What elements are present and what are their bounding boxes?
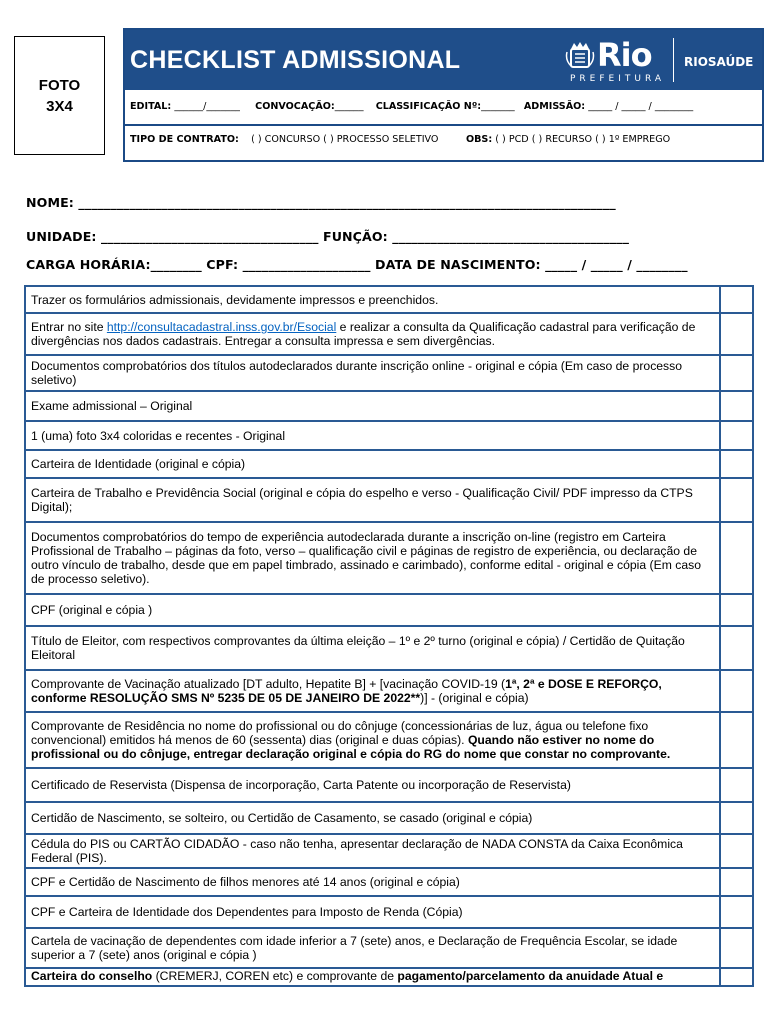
- checklist-item-text: Carteira de Identidade (original e cópia): [25, 450, 720, 478]
- header-row-edital: [125, 90, 762, 126]
- checklist-item-text: Título de Eleitor, com respectivos comprovantes da última eleição – 1º e 2º turno (original e cópia) / Certidão de Quitação Eleitoral: [25, 626, 720, 670]
- checklist-checkbox[interactable]: [720, 355, 753, 391]
- checklist-checkbox[interactable]: [720, 712, 753, 768]
- photo-placeholder-box: [14, 36, 105, 155]
- admissao-label: ADMISSÃO:: [523, 101, 586, 112]
- checklist-row: [25, 478, 753, 522]
- prefeitura-rio-logo: [565, 36, 675, 86]
- checklist-row: [25, 286, 753, 313]
- classificacao-label: CLASSIFICAÇÃO Nº:: [375, 101, 482, 112]
- photo-label: FOTO: [38, 77, 81, 94]
- convocacao-field: ______: [334, 101, 364, 112]
- checklist-row: [25, 355, 753, 391]
- checklist-item-text: Exame admissional – Original: [25, 391, 720, 421]
- checklist-checkbox[interactable]: [720, 928, 753, 968]
- item-text-part: Comprovante de Residência no nome do profissional ou do cônjuge (concessionárias de luz, água ou telefone fixo convencional) emitidos há menos de 60 (sessenta) dias (original e duas cópias).: [31, 719, 649, 747]
- item-text-bold: Carteira do conselho: [31, 969, 153, 983]
- checklist-row: [25, 712, 753, 768]
- edital-field: ______/_______: [171, 101, 240, 112]
- checklist-item-text: 1 (uma) foto 3x4 coloridas e recentes - Original: [25, 421, 720, 450]
- checklist-row: [25, 594, 753, 626]
- checklist-row: [25, 896, 753, 928]
- checklist-row: [25, 768, 753, 802]
- checklist-row: [25, 522, 753, 594]
- checklist-item-text: CPF (original e cópia ): [25, 594, 720, 626]
- obs-options: ( ) PCD ( ) RECURSO ( ) 1º EMPREGO: [495, 134, 671, 145]
- checklist-checkbox[interactable]: [720, 594, 753, 626]
- checklist-checkbox[interactable]: [720, 868, 753, 896]
- item-text-bold: Quando não estiver no nome do profissional ou do cônjuge, entregar declaração original e cópia do RG do nome que constar no comprovante.: [31, 733, 671, 761]
- item-text-part: Comprovante de Vacinação atualizado [DT adulto, Hepatite B] + [vacinação COVID-19 (: [31, 677, 506, 691]
- checklist-checkbox[interactable]: [720, 896, 753, 928]
- item-text-bold: 1ª, 2ª e DOSE E REFORÇO, conforme RESOLUÇÃO SMS Nº 5235 DE 05 DE JANEIRO DE 2022**: [31, 677, 662, 705]
- checklist-item-text: CPF e Certidão de Nascimento de filhos menores até 14 anos (original e cópia): [25, 868, 720, 896]
- checklist-item-text: [25, 968, 720, 986]
- checklist-row: [25, 670, 753, 712]
- checklist-row: [25, 626, 753, 670]
- checklist-item-text: Certificado de Reservista (Dispensa de incorporação, Carta Patente ou incorporação de Reservista): [25, 768, 720, 802]
- riosaude-label: RIOSAÚDE: [684, 55, 754, 69]
- tipo-contrato-options: ( ) CONCURSO ( ) PROCESSO SELETIVO: [251, 134, 439, 145]
- nome-field: NOME: ____________________________________________________________________________________: [26, 195, 616, 210]
- checklist-checkbox[interactable]: [720, 834, 753, 868]
- header-panel: [123, 28, 764, 162]
- checklist-row: [25, 834, 753, 868]
- checklist-checkbox[interactable]: [720, 522, 753, 594]
- logo-rio-text: Rio: [597, 36, 652, 74]
- logo-divider: [673, 38, 674, 82]
- convocacao-label: CONVOCAÇÃO:: [255, 101, 335, 112]
- tipo-contrato-label: TIPO DE CONTRATO:: [130, 134, 239, 145]
- checklist-item-text: [25, 313, 720, 355]
- checklist-checkbox[interactable]: [720, 968, 753, 986]
- carga-cpf-nascimento-field: CARGA HORÁRIA:________ CPF: ____________________ DATA DE NASCIMENTO: _____ / _____ / ________: [26, 257, 688, 272]
- unidade-funcao-field: UNIDADE: __________________________________ FUNÇÃO: _____________________________________: [26, 229, 629, 244]
- checklist-row: [25, 868, 753, 896]
- checklist-checkbox[interactable]: [720, 670, 753, 712]
- item-text-part: Entrar no site: [31, 320, 107, 334]
- esocial-link[interactable]: http://consultacadastral.inss.gov.br/Esocial: [106, 320, 337, 334]
- checklist-checkbox[interactable]: [720, 450, 753, 478]
- checklist-checkbox[interactable]: [720, 313, 753, 355]
- checklist-checkbox[interactable]: [720, 768, 753, 802]
- checklist-row: [25, 391, 753, 421]
- item-text-part: )] - (original e cópia): [420, 691, 529, 705]
- item-text-bold: pagamento/parcelamento da anuidade Atual e: [397, 969, 664, 983]
- checklist-item-text: Certidão de Nascimento, se solteiro, ou Certidão de Casamento, se casado (original e cópia): [25, 802, 720, 834]
- checklist-checkbox[interactable]: [720, 626, 753, 670]
- header-row-contrato: [125, 126, 762, 158]
- checklist-item-text: Cédula do PIS ou CARTÃO CIDADÃO - caso não tenha, apresentar declaração de NADA CONSTA da Caixa Econômica Federal (PIS).: [25, 834, 720, 868]
- checklist-item-text: Carteira de Trabalho e Previdência Social (original e cópia do espelho e verso - Qualificação Civil/ PDF impresso da CTPS Digital);: [25, 478, 720, 522]
- checklist-checkbox[interactable]: [720, 802, 753, 834]
- checklist-row: [25, 450, 753, 478]
- rio-coat-of-arms-icon: [565, 40, 595, 70]
- item-text-part: (CREMERJ, COREN etc) e comprovante de: [152, 969, 398, 983]
- document-title: CHECKLIST ADMISSIONAL: [130, 46, 461, 74]
- checklist-checkbox[interactable]: [720, 421, 753, 450]
- logo-prefeitura-text: PREFEITURA: [570, 74, 666, 84]
- checklist-item-text: Documentos comprobatórios do tempo de experiência autodeclarada durante a inscrição on-line (registro em Carteira Profissional de Trabalho – páginas da foto, verso – qualificação civil e páginas de registro de experiência, ou declaração de outro vínculo de trabalho, desde que em papel timbrado, assinado e carimbado), conforme edital - original e cópia (Em caso de processo seletivo).: [25, 522, 720, 594]
- checklist-item-text: [25, 712, 720, 768]
- admissao-field: _____ / _____ / ________: [585, 101, 694, 112]
- checklist-row: [25, 802, 753, 834]
- header-banner: [125, 30, 762, 90]
- checklist-item-text: Documentos comprobatórios dos títulos autodeclarados durante inscrição online - original e cópia (Em caso de processo seletivo): [25, 355, 720, 391]
- checklist-item-text: [25, 670, 720, 712]
- checklist-table: [24, 285, 754, 987]
- obs-label: OBS:: [465, 134, 493, 145]
- checklist-checkbox[interactable]: [720, 391, 753, 421]
- checklist-checkbox[interactable]: [720, 286, 753, 313]
- item-text-part: e realizar a consulta da Qualificação cadastral para verificação de divergências nos dados cadastrais. Entregar a consulta impressa e sem divergências.: [31, 320, 696, 348]
- checklist-row: [25, 968, 753, 986]
- checklist-row: [25, 928, 753, 968]
- photo-size-label: 3X4: [46, 98, 73, 115]
- checklist-item-text: CPF e Carteira de Identidade dos Dependentes para Imposto de Renda (Cópia): [25, 896, 720, 928]
- checklist-checkbox[interactable]: [720, 478, 753, 522]
- checklist-item-text: Cartela de vacinação de dependentes com idade inferior a 7 (sete) anos, e Declaração de Frequência Escolar, se idade superior a 7 (sete) anos (original e cópia ): [25, 928, 720, 968]
- classificacao-field: _______: [481, 101, 515, 112]
- checklist-row: [25, 313, 753, 355]
- edital-label: EDITAL:: [130, 101, 172, 112]
- checklist-row: [25, 421, 753, 450]
- checklist-item-text: Trazer os formulários admissionais, devidamente impressos e preenchidos.: [25, 286, 720, 313]
